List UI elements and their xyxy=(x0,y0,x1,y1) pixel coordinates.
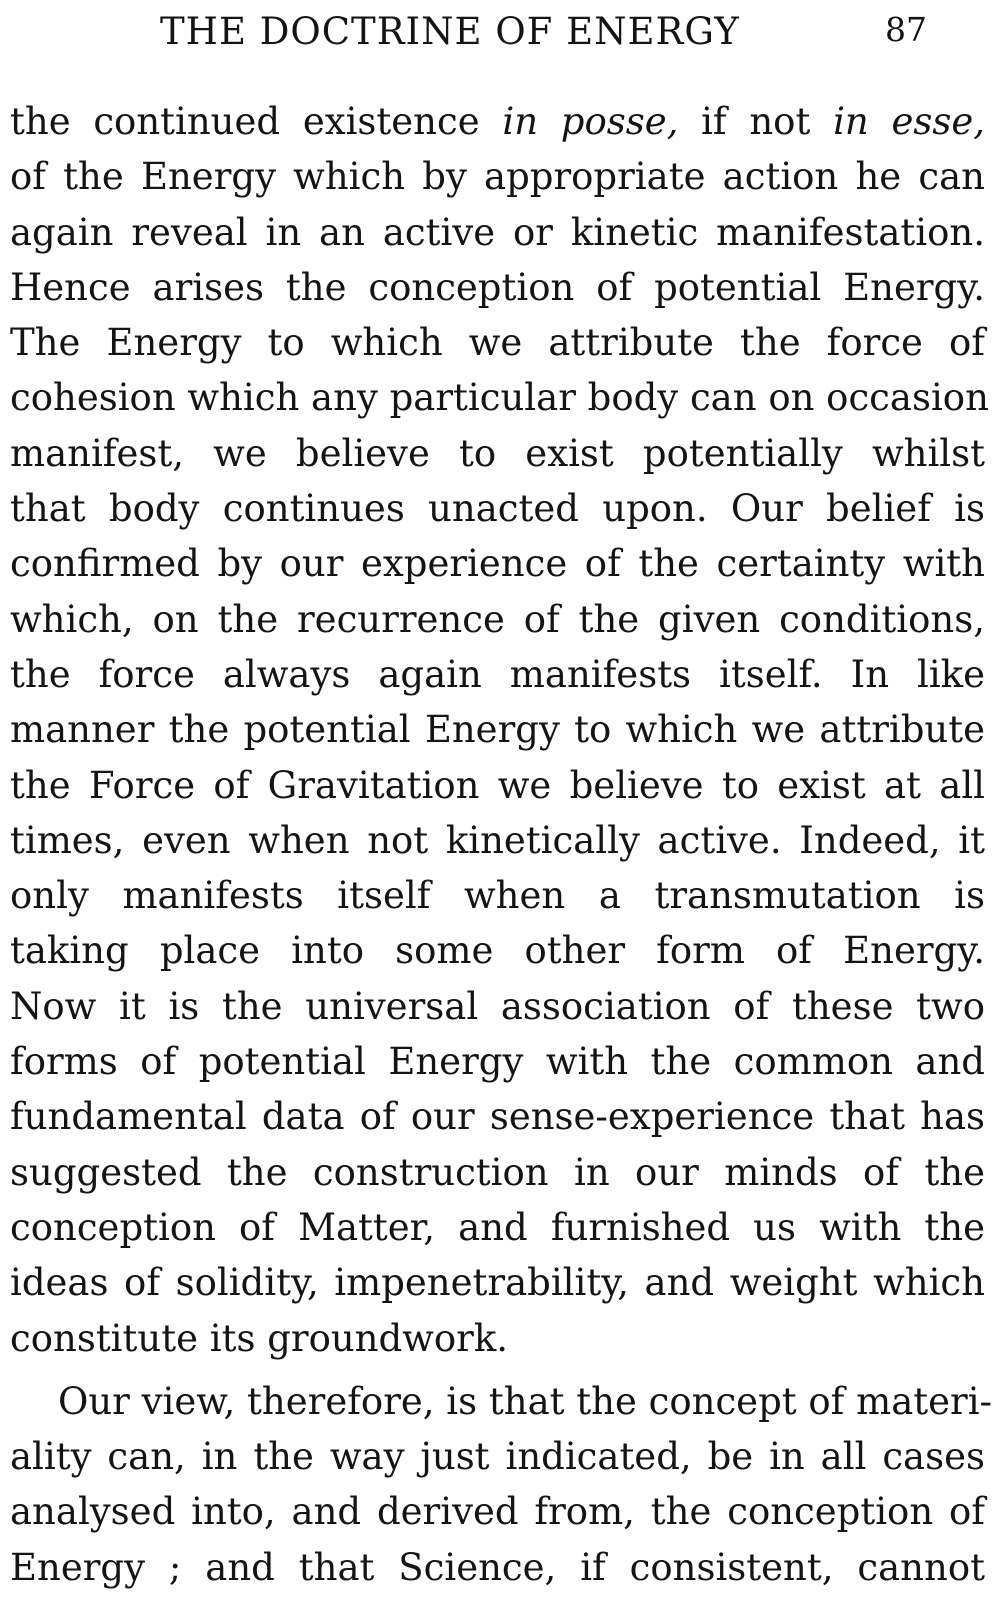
body-text xyxy=(10,94,993,1595)
text-line: which, on the recurrence of the given conditions, xyxy=(10,597,985,641)
italic-text: in esse, xyxy=(833,100,985,143)
text-line: again reveal in an active or kinetic manifestation. xyxy=(10,210,985,254)
text-line: the force always again manifests itself. In like xyxy=(10,652,985,696)
text-run: if not xyxy=(678,100,834,143)
text-line: manifest, we believe to exist potentially whilst xyxy=(10,431,985,475)
italic-text: in posse, xyxy=(502,100,679,143)
text-line: the Force of Gravitation we believe to exist at all xyxy=(10,763,985,807)
running-head: THE DOCTRINE OF ENERGY xyxy=(160,10,740,53)
text-line: conception of Matter, and furnished us with the xyxy=(10,1205,985,1249)
text-line: The Energy to which we attribute the force of xyxy=(10,321,985,365)
text-line: ality can, in the way just indicated, be in all cases xyxy=(10,1435,985,1479)
text-line: of the Energy which by appropriate action he can xyxy=(10,155,985,199)
text-run: the continued existence xyxy=(10,100,503,143)
paragraph xyxy=(10,94,989,1366)
text-line: only manifests itself when a transmutation is xyxy=(10,874,985,918)
text-line: Our view, therefore, is that the concept of materi- xyxy=(58,1379,993,1423)
page-number: 87 xyxy=(885,10,927,49)
text-line: manner the potential Energy to which we attribute xyxy=(10,708,985,752)
text-line: that body continues unacted upon. Our belief is xyxy=(10,487,985,531)
text-line: suggested the construction in our minds of the xyxy=(10,1150,985,1194)
paragraph xyxy=(10,1374,993,1595)
page-header xyxy=(160,10,970,60)
text-line: constitute its groundwork. xyxy=(10,1316,509,1360)
text-line: fundamental data of our sense-experience that has xyxy=(10,1095,985,1139)
text-line: cohesion which any particular body can on occasion xyxy=(10,376,989,420)
text-line: forms of potential Energy with the common and xyxy=(10,1040,985,1084)
text-line: analysed into, and derived from, the conception of xyxy=(10,1490,985,1534)
text-line: ideas of solidity, impenetrability, and weight which xyxy=(10,1261,985,1305)
text-line: taking place into some other form of Energy. xyxy=(10,929,985,973)
text-line xyxy=(10,94,985,149)
text-line: Hence arises the conception of potential Energy. xyxy=(10,265,985,309)
text-line: times, even when not kinetically active. Indeed, it xyxy=(10,818,985,862)
text-line: Now it is the universal association of these two xyxy=(10,984,985,1028)
text-line: Energy ; and that Science, if consistent, cannot xyxy=(10,1545,985,1589)
text-line: confirmed by our experience of the certainty with xyxy=(10,542,985,586)
